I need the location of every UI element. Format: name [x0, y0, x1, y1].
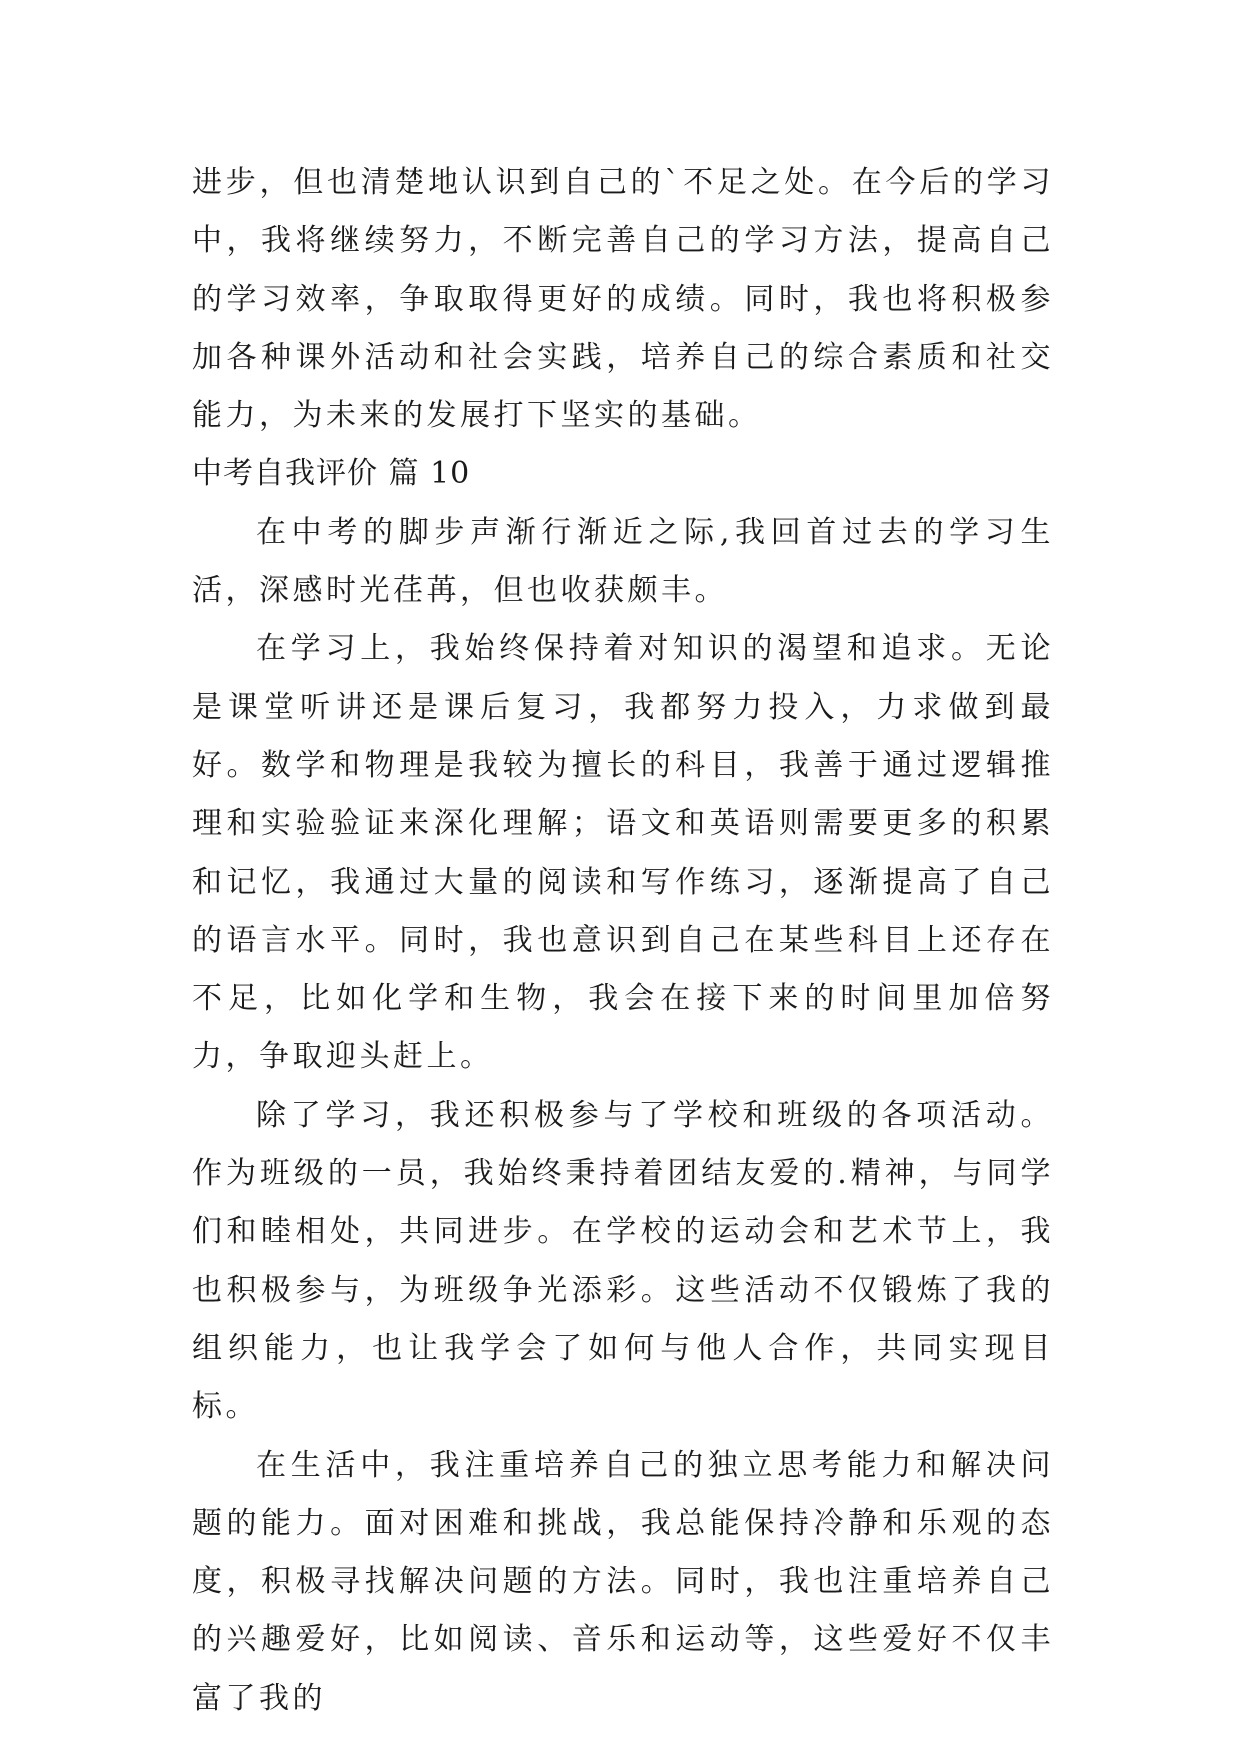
paragraph-1: 在中考的脚步声渐行渐近之际,我回首过去的学习生活，深感时光荏苒，但也收获颇丰。 — [192, 514, 1054, 609]
paragraph-2: 在学习上，我始终保持着对知识的渴望和追求。无论是课堂听讲还是课后复习，我都努力投入，力求做到最好。数学和物理是我较为擅长的科目，我善于通过逻辑推理和实验验证来深化理解；语文和英语则需要更多的积累和记忆，我通过大量的阅读和写作练习，逐渐提高了自己的语言水平。同时，我也意识到自己在某些科目上还存在不足，比如化学和生物，我会在接下来的时间里加倍努力，争取迎头赶上。 — [192, 631, 1054, 1075]
section-title: 中考自我评价 篇 10 — [192, 456, 471, 492]
continuation-paragraph: 进步，但也清楚地认识到自己的`不足之处。在今后的学习中，我将继续努力，不断完善自己的学习方法，提高自己的学习效率，争取取得更好的成绩。同时，我也将积极参加各种课外活动和社会实践，培养自己的综合素质和社交能力，为未来的发展打下坚实的基础。 — [192, 165, 1054, 434]
document-body — [192, 154, 1054, 1728]
paragraph-3: 除了学习，我还积极参与了学校和班级的各项活动。作为班级的一员，我始终秉持着团结友爱的.精神，与同学们和睦相处，共同进步。在学校的运动会和艺术节上，我也积极参与，为班级争光添彩。这些活动不仅锻炼了我的组织能力，也让我学会了如何与他人合作，共同实现目标。 — [192, 1097, 1054, 1425]
paragraph-4: 在生活中，我注重培养自己的独立思考能力和解决问题的能力。面对困难和挑战，我总能保持冷静和乐观的态度，积极寻找解决问题的方法。同时，我也注重培养自己的兴趣爱好，比如阅读、音乐和运动等，这些爱好不仅丰富了我的 — [192, 1447, 1054, 1716]
